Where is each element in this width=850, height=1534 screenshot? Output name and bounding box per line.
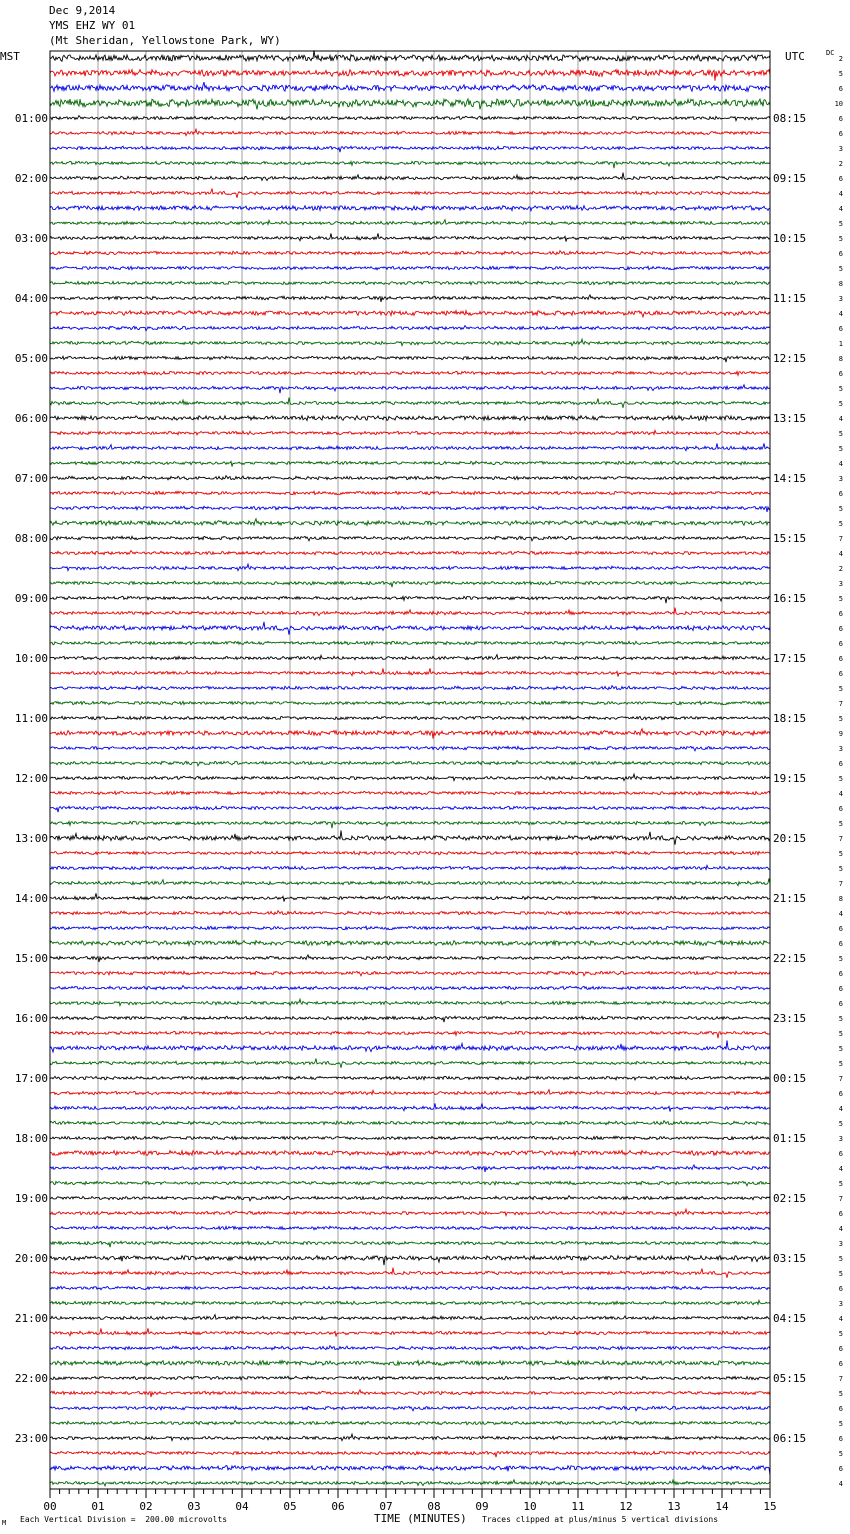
x-axis-title: TIME (MINUTES) (374, 1512, 467, 1525)
seismic-trace (50, 1226, 770, 1230)
dc-offset-value: 6 (838, 1150, 843, 1158)
dc-offset-value: 3 (838, 475, 843, 483)
dc-offset-value: 2 (838, 160, 843, 168)
seismic-trace (50, 791, 770, 795)
seismic-trace (50, 295, 770, 302)
seismic-trace (50, 655, 770, 660)
dc-offset-value: 5 (838, 265, 843, 273)
hour-label-mst: 23:00 (14, 1432, 48, 1445)
dc-offset-value: 6 (838, 1465, 843, 1473)
seismic-trace (50, 1286, 770, 1289)
dc-offset-value: 5 (838, 1420, 843, 1428)
dc-offset-value: 5 (838, 430, 843, 438)
seismic-trace (50, 581, 770, 587)
dc-offset-value: 4 (838, 1480, 843, 1488)
seismic-trace (50, 266, 770, 270)
x-tick-label: 10 (523, 1500, 537, 1513)
seismic-trace (50, 506, 770, 512)
hour-label-mst: 21:00 (14, 1312, 48, 1325)
dc-offset-value: 4 (838, 790, 843, 798)
dc-offset-value: 5 (838, 1015, 843, 1023)
dc-offset-value: 7 (838, 1375, 843, 1383)
x-tick-label: 11 (571, 1500, 585, 1513)
seismic-trace (50, 1016, 770, 1022)
dc-offset-value: 6 (838, 655, 843, 663)
x-tick-label: 00 (43, 1500, 57, 1513)
seismic-trace (50, 416, 770, 421)
dc-offset-value: 6 (838, 490, 843, 498)
dc-offset-value: 4 (838, 310, 843, 318)
station-id: YMS EHZ WY 01 (49, 19, 136, 32)
dc-offset-value: 6 (838, 940, 843, 948)
station-location: (Mt Sheridan, Yellowstone Park, WY) (49, 34, 281, 47)
dc-offset-value: 4 (838, 1225, 843, 1233)
hour-label-mst: 05:00 (14, 352, 48, 365)
dc-offset-value: 6 (838, 370, 843, 378)
seismic-trace (50, 971, 770, 976)
dc-offset-value: 1 (838, 340, 843, 348)
dc-offset-value: 5 (838, 595, 843, 603)
dc-offset-value: 6 (838, 250, 843, 258)
dc-offset-value: 4 (838, 460, 843, 468)
dc-offset-value: 4 (838, 1165, 843, 1173)
seismic-trace (50, 761, 770, 766)
dc-offset-value: 5 (838, 955, 843, 963)
dc-offset-value: 4 (838, 415, 843, 423)
dc-offset-value: 8 (838, 895, 843, 903)
seismic-trace (50, 146, 770, 152)
dc-offset-value: 4 (838, 910, 843, 918)
seismic-trace (50, 986, 770, 990)
clip-note: Traces clipped at plus/minus 5 vertical divisions (482, 1515, 719, 1524)
seismic-trace (50, 1165, 770, 1172)
dc-offset-value: 5 (838, 385, 843, 393)
seismic-trace (50, 443, 770, 450)
dc-offset-value: 4 (838, 1315, 843, 1323)
dc-offset-value: 5 (838, 1120, 843, 1128)
dc-offset-value: 8 (838, 355, 843, 363)
dc-offset-value: 4 (838, 1105, 843, 1113)
seismic-trace (50, 189, 770, 198)
seismic-trace (50, 608, 770, 616)
seismic-trace (50, 1209, 770, 1215)
seismic-trace (50, 1406, 770, 1411)
seismic-trace (50, 716, 770, 720)
dc-offset-value: 6 (838, 970, 843, 978)
dc-offset-value: 6 (838, 1285, 843, 1293)
seismic-trace (50, 129, 770, 135)
dc-offset-value: 5 (838, 400, 843, 408)
dc-offset-value: 6 (838, 670, 843, 678)
seismic-trace (50, 251, 770, 255)
hour-label-utc: 20:15 (773, 832, 807, 845)
seismic-trace (50, 206, 770, 211)
seismic-trace (50, 1328, 770, 1336)
seismic-trace (50, 1196, 770, 1201)
seismic-trace (50, 311, 770, 317)
dc-offset-value: 5 (838, 220, 843, 228)
dc-offset-value: 10 (834, 100, 843, 108)
hour-label-utc: 12:15 (773, 352, 807, 365)
hour-label-utc: 03:15 (773, 1252, 807, 1265)
seismic-trace (50, 1390, 770, 1397)
hour-label-utc: 18:15 (773, 712, 807, 725)
hour-label-mst: 20:00 (14, 1252, 48, 1265)
seismic-trace (50, 746, 770, 751)
dc-offset-value: 6 (838, 805, 843, 813)
seismic-trace (50, 430, 770, 434)
chart-date: Dec 9,2014 (49, 4, 116, 17)
seismic-trace (50, 50, 770, 61)
seismic-trace (50, 911, 770, 915)
seismic-trace (50, 519, 770, 526)
seismic-trace (50, 326, 770, 331)
seismic-trace (50, 1480, 770, 1486)
seismic-trace (50, 1315, 770, 1320)
seismic-trace (50, 82, 770, 91)
dc-offset-value: 7 (838, 835, 843, 843)
hour-label-mst: 18:00 (14, 1132, 48, 1145)
dc-offset-value: 5 (838, 1330, 843, 1338)
hour-label-mst: 04:00 (14, 292, 48, 305)
seismic-trace (50, 830, 770, 844)
seismic-trace (50, 1451, 770, 1457)
seismic-trace (50, 70, 770, 81)
dc-offset-value: 6 (838, 175, 843, 183)
hour-label-utc: 22:15 (773, 952, 807, 965)
left-timezone-label: MST (0, 50, 20, 63)
hour-label-utc: 10:15 (773, 232, 807, 245)
x-tick-label: 04 (235, 1500, 249, 1513)
hour-label-mst: 13:00 (14, 832, 48, 845)
hour-label-utc: 06:15 (773, 1432, 807, 1445)
seismic-trace (50, 1466, 770, 1475)
seismic-trace (50, 1031, 770, 1038)
hour-label-utc: 14:15 (773, 472, 807, 485)
dc-offset-value: 3 (838, 145, 843, 153)
dc-offset-label: DC (826, 49, 835, 57)
dc-offset-value: 6 (838, 925, 843, 933)
hour-label-utc: 19:15 (773, 772, 807, 785)
seismic-trace (50, 371, 770, 375)
seismic-trace (50, 1346, 770, 1350)
dc-offset-value: 5 (838, 850, 843, 858)
corner-mark: M (2, 1519, 7, 1527)
hour-label-utc: 23:15 (773, 1012, 807, 1025)
dc-offset-value: 3 (838, 1300, 843, 1308)
x-tick-label: 15 (763, 1500, 777, 1513)
x-tick-label: 12 (619, 1500, 633, 1513)
seismic-trace (50, 1076, 770, 1080)
dc-offset-value: 5 (838, 1060, 843, 1068)
seismic-trace (50, 1181, 770, 1186)
seismic-trace (50, 999, 770, 1005)
x-tick-label: 03 (187, 1500, 201, 1513)
hour-label-utc: 01:15 (773, 1132, 807, 1145)
hour-label-mst: 11:00 (14, 712, 48, 725)
dc-offset-value: 6 (838, 760, 843, 768)
x-tick-label: 13 (667, 1500, 681, 1513)
vertical-division-note: Each Vertical Division = 200.00 microvolts (20, 1515, 228, 1524)
dc-offset-value: 5 (838, 1450, 843, 1458)
hour-label-mst: 07:00 (14, 472, 48, 485)
seismic-trace (50, 220, 770, 225)
seismic-trace (50, 99, 770, 110)
hour-label-mst: 08:00 (14, 532, 48, 545)
seismic-trace (50, 1090, 770, 1095)
seismic-trace (50, 1361, 770, 1366)
hour-label-mst: 17:00 (14, 1072, 48, 1085)
seismic-trace (50, 686, 770, 690)
seismic-trace (50, 1256, 770, 1266)
dc-offset-value: 7 (838, 700, 843, 708)
dc-offset-value: 5 (838, 1270, 843, 1278)
seismic-trace (50, 926, 770, 930)
dc-offset-value: 6 (838, 1435, 843, 1443)
dc-offset-value: 2 (838, 565, 843, 573)
seismic-trace (50, 941, 770, 946)
dc-offset-value: 5 (838, 775, 843, 783)
hour-label-utc: 11:15 (773, 292, 807, 305)
dc-offset-value: 7 (838, 1195, 843, 1203)
dc-offset-value: 3 (838, 1240, 843, 1248)
dc-offset-value: 9 (838, 730, 843, 738)
dc-offset-value: 6 (838, 325, 843, 333)
dc-offset-value: 6 (838, 115, 843, 123)
hour-label-mst: 01:00 (14, 112, 48, 125)
seismic-trace (50, 1421, 770, 1425)
dc-offset-value: 5 (838, 820, 843, 828)
hour-label-utc: 21:15 (773, 892, 807, 905)
seismic-trace (50, 356, 770, 362)
seismic-trace (50, 161, 770, 168)
dc-offset-value: 6 (838, 1345, 843, 1353)
hour-label-utc: 08:15 (773, 112, 807, 125)
seismic-trace (50, 385, 770, 393)
x-tick-label: 06 (331, 1500, 345, 1513)
dc-offset-value: 3 (838, 1135, 843, 1143)
seismic-trace (50, 551, 770, 555)
dc-offset-value: 7 (838, 880, 843, 888)
dc-offset-value: 5 (838, 1180, 843, 1188)
hour-label-mst: 22:00 (14, 1372, 48, 1385)
dc-offset-value: 5 (838, 235, 843, 243)
dc-offset-value: 6 (838, 985, 843, 993)
dc-offset-value: 5 (838, 715, 843, 723)
hour-label-utc: 16:15 (773, 592, 807, 605)
seismic-trace (50, 398, 770, 408)
seismic-trace (50, 536, 770, 541)
seismic-trace (50, 281, 770, 284)
seismic-trace (50, 339, 770, 345)
seismic-trace (50, 116, 770, 121)
hour-label-utc: 00:15 (773, 1072, 807, 1085)
seismic-trace (50, 701, 770, 705)
dc-offset-value: 5 (838, 685, 843, 693)
x-tick-label: 02 (139, 1500, 153, 1513)
seismic-trace (50, 1151, 770, 1156)
hour-label-mst: 19:00 (14, 1192, 48, 1205)
seismic-trace (50, 1040, 770, 1052)
seismic-trace (50, 622, 770, 635)
dc-offset-value: 6 (838, 610, 843, 618)
seismic-trace (50, 476, 770, 480)
dc-offset-value: 6 (838, 625, 843, 633)
dc-offset-value: 6 (838, 1000, 843, 1008)
dc-offset-value: 5 (838, 520, 843, 528)
dc-offset-value: 5 (838, 1030, 843, 1038)
hour-label-utc: 02:15 (773, 1192, 807, 1205)
seismic-trace (50, 1300, 770, 1304)
dc-offset-value: 5 (838, 865, 843, 873)
dc-offset-value: 7 (838, 535, 843, 543)
seismic-trace (50, 564, 770, 570)
seismic-trace (50, 596, 770, 603)
dc-offset-value: 2 (838, 55, 843, 63)
dc-offset-value: 4 (838, 205, 843, 213)
seismic-trace (50, 173, 770, 181)
dc-offset-value: 5 (838, 1045, 843, 1053)
seismic-trace (50, 893, 770, 901)
hour-label-utc: 05:15 (773, 1372, 807, 1385)
seismic-trace (50, 1136, 770, 1140)
seismic-trace (50, 461, 770, 466)
hour-label-mst: 14:00 (14, 892, 48, 905)
dc-offset-value: 4 (838, 190, 843, 198)
dc-offset-value: 7 (838, 1075, 843, 1083)
dc-offset-value: 5 (838, 1255, 843, 1263)
seismic-trace (50, 1268, 770, 1278)
hour-label-mst: 06:00 (14, 412, 48, 425)
dc-offset-value: 3 (838, 295, 843, 303)
hour-label-mst: 09:00 (14, 592, 48, 605)
seismic-trace (50, 806, 770, 812)
seismic-trace (50, 729, 770, 739)
dc-offset-value: 4 (838, 550, 843, 558)
hour-label-mst: 02:00 (14, 172, 48, 185)
dc-offset-value: 6 (838, 130, 843, 138)
right-timezone-label: UTC (785, 50, 805, 63)
x-tick-label: 05 (283, 1500, 297, 1513)
dc-offset-value: 6 (838, 85, 843, 93)
seismic-trace (50, 1376, 770, 1379)
seismic-trace (50, 1103, 770, 1111)
x-tick-label: 14 (715, 1500, 729, 1513)
hour-label-mst: 10:00 (14, 652, 48, 665)
seismic-trace (50, 878, 770, 885)
hour-label-utc: 09:15 (773, 172, 807, 185)
seismic-trace (50, 1059, 770, 1068)
hour-label-utc: 04:15 (773, 1312, 807, 1325)
dc-offset-value: 6 (838, 1360, 843, 1368)
dc-offset-value: 6 (838, 1210, 843, 1218)
hour-label-utc: 17:15 (773, 652, 807, 665)
dc-offset-value: 3 (838, 745, 843, 753)
hour-label-mst: 03:00 (14, 232, 48, 245)
seismic-trace (50, 955, 770, 962)
dc-offset-value: 6 (838, 640, 843, 648)
x-tick-label: 07 (379, 1500, 393, 1513)
seismic-trace (50, 233, 770, 241)
dc-offset-value: 5 (838, 505, 843, 513)
dc-offset-value: 3 (838, 580, 843, 588)
seismic-trace (50, 1434, 770, 1440)
x-tick-label: 09 (475, 1500, 489, 1513)
seismic-trace (50, 821, 770, 828)
dc-offset-value: 6 (838, 1090, 843, 1098)
dc-offset-value: 6 (838, 1405, 843, 1413)
dc-offset-value: 5 (838, 70, 843, 78)
hour-label-utc: 13:15 (773, 412, 807, 425)
seismic-trace (50, 865, 770, 869)
seismic-trace (50, 668, 770, 676)
hour-label-mst: 15:00 (14, 952, 48, 965)
seismic-trace (50, 491, 770, 495)
seismic-trace (50, 851, 770, 854)
dc-offset-value: 5 (838, 1390, 843, 1398)
seismic-trace (50, 774, 770, 780)
dc-offset-value: 5 (838, 445, 843, 453)
hour-label-utc: 15:15 (773, 532, 807, 545)
hour-label-mst: 12:00 (14, 772, 48, 785)
x-tick-label: 08 (427, 1500, 441, 1513)
seismic-trace (50, 1241, 770, 1247)
seismic-trace (50, 641, 770, 645)
x-tick-label: 01 (91, 1500, 105, 1513)
hour-label-mst: 16:00 (14, 1012, 48, 1025)
dc-offset-value: 8 (838, 280, 843, 288)
seismic-trace (50, 1121, 770, 1125)
